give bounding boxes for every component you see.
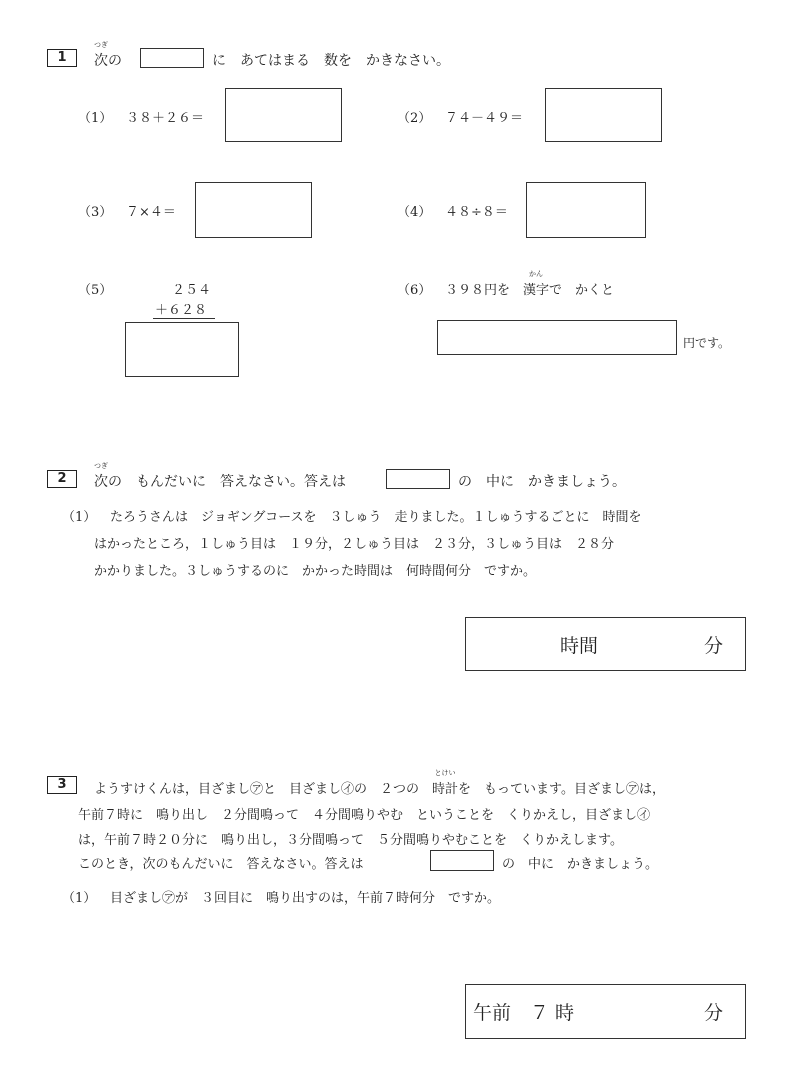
problem-4-label: （4） xyxy=(397,205,432,220)
section3-line3: は，午前７時２０分に 鳴り出し，３分間鳴って ５分間鳴りやむことを くりかえします。 xyxy=(78,833,623,848)
answer-time-prefix: 午前 ７ 時 xyxy=(473,1002,575,1024)
section2-instruction: 次 つぎ の もんだいに 答えなさい。答えは xyxy=(94,462,346,490)
section2-q1-label: （1） xyxy=(62,510,97,525)
problem-5-line2: ＋６２８ xyxy=(155,303,208,318)
problem-1-label: （1） xyxy=(78,111,113,126)
answer-hours-unit: 時間 xyxy=(560,635,599,657)
section1-instruction-rest: に あてはまる 数を かきなさい。 xyxy=(212,53,450,69)
problem-3-label: （3） xyxy=(78,205,113,220)
problem-2-label: （2） xyxy=(397,111,432,126)
section3-q1-text: 目ざまし㋐が ３回目に 鳴り出すのは，午前７時何分 ですか。 xyxy=(110,891,501,906)
section2-instruction-rest: の 中に かきましょう。 xyxy=(458,474,626,490)
instruction-sample-box xyxy=(430,850,494,871)
instruction-sample-box xyxy=(386,469,450,489)
section3-line4-rest: の 中に かきましょう。 xyxy=(502,857,659,872)
answer-box-1[interactable] xyxy=(225,88,342,142)
problem-6-text: ３９８円を 漢字 かん で かくと xyxy=(445,270,615,298)
section3-q1-label: （1） xyxy=(62,891,97,906)
section1-instruction: 次 つぎ の xyxy=(94,41,122,69)
problem-6-suffix: 円です。 xyxy=(683,336,731,350)
section1-number: 1 xyxy=(47,49,77,67)
problem-6-label: （6） xyxy=(397,283,432,298)
problem-3-expression: ７×４＝ xyxy=(126,205,176,220)
kanji-with-ruby: 時計 とけい xyxy=(432,769,459,797)
answer-minutes-unit-2: 分 xyxy=(704,1002,724,1024)
tsugi-kanji-with-ruby: 次 つぎ xyxy=(94,41,108,69)
section3-number: 3 xyxy=(47,776,77,794)
answer-box-4[interactable] xyxy=(526,182,646,238)
answer-box-3[interactable] xyxy=(195,182,312,238)
problem-5-label: （5） xyxy=(78,283,113,298)
answer-box-6[interactable] xyxy=(437,320,677,355)
problem-2-expression: ７４－４９＝ xyxy=(445,111,524,126)
answer-box-5[interactable] xyxy=(125,322,239,377)
kanji-with-ruby: 漢字 かん xyxy=(523,270,550,298)
problem-1-expression: ３８＋２６＝ xyxy=(126,111,205,126)
section2-number: 2 xyxy=(47,470,77,488)
section3-line2: 午前７時に 鳴り出し ２分間鳴って ４分間鳴りやむ ということを くりかえし，目ざまし㋑ xyxy=(78,808,651,823)
instruction-sample-box xyxy=(140,48,204,68)
tsugi-kanji-with-ruby: 次 つぎ xyxy=(94,462,108,490)
problem-5-line1: ２５４ xyxy=(172,283,212,298)
section2-q1-line1: たろうさんは ジョギングコースを ３しゅう 走りました。１しゅうするごとに 時間を xyxy=(110,510,642,525)
answer-minutes-unit: 分 xyxy=(704,635,724,657)
section2-q1-line2: はかったところ，１しゅう目は １９分，２しゅう目は ２３分，３しゅう目は ２８分 xyxy=(94,537,615,552)
problem-5-underline xyxy=(153,318,215,319)
problem-4-expression: ４８÷８＝ xyxy=(445,205,508,220)
section3-line1: ようすけくんは，目ざまし㋐と 目ざまし㋑の ２つの 時計 とけい を もっています。目ざまし㋐は， xyxy=(94,769,665,797)
section3-line4: このとき，次のもんだいに 答えなさい。答えは xyxy=(78,857,364,872)
answer-box-2[interactable] xyxy=(545,88,662,142)
section2-q1-line3: かかりました。３しゅうするのに かかった時間は 何時間何分 ですか。 xyxy=(94,564,537,579)
